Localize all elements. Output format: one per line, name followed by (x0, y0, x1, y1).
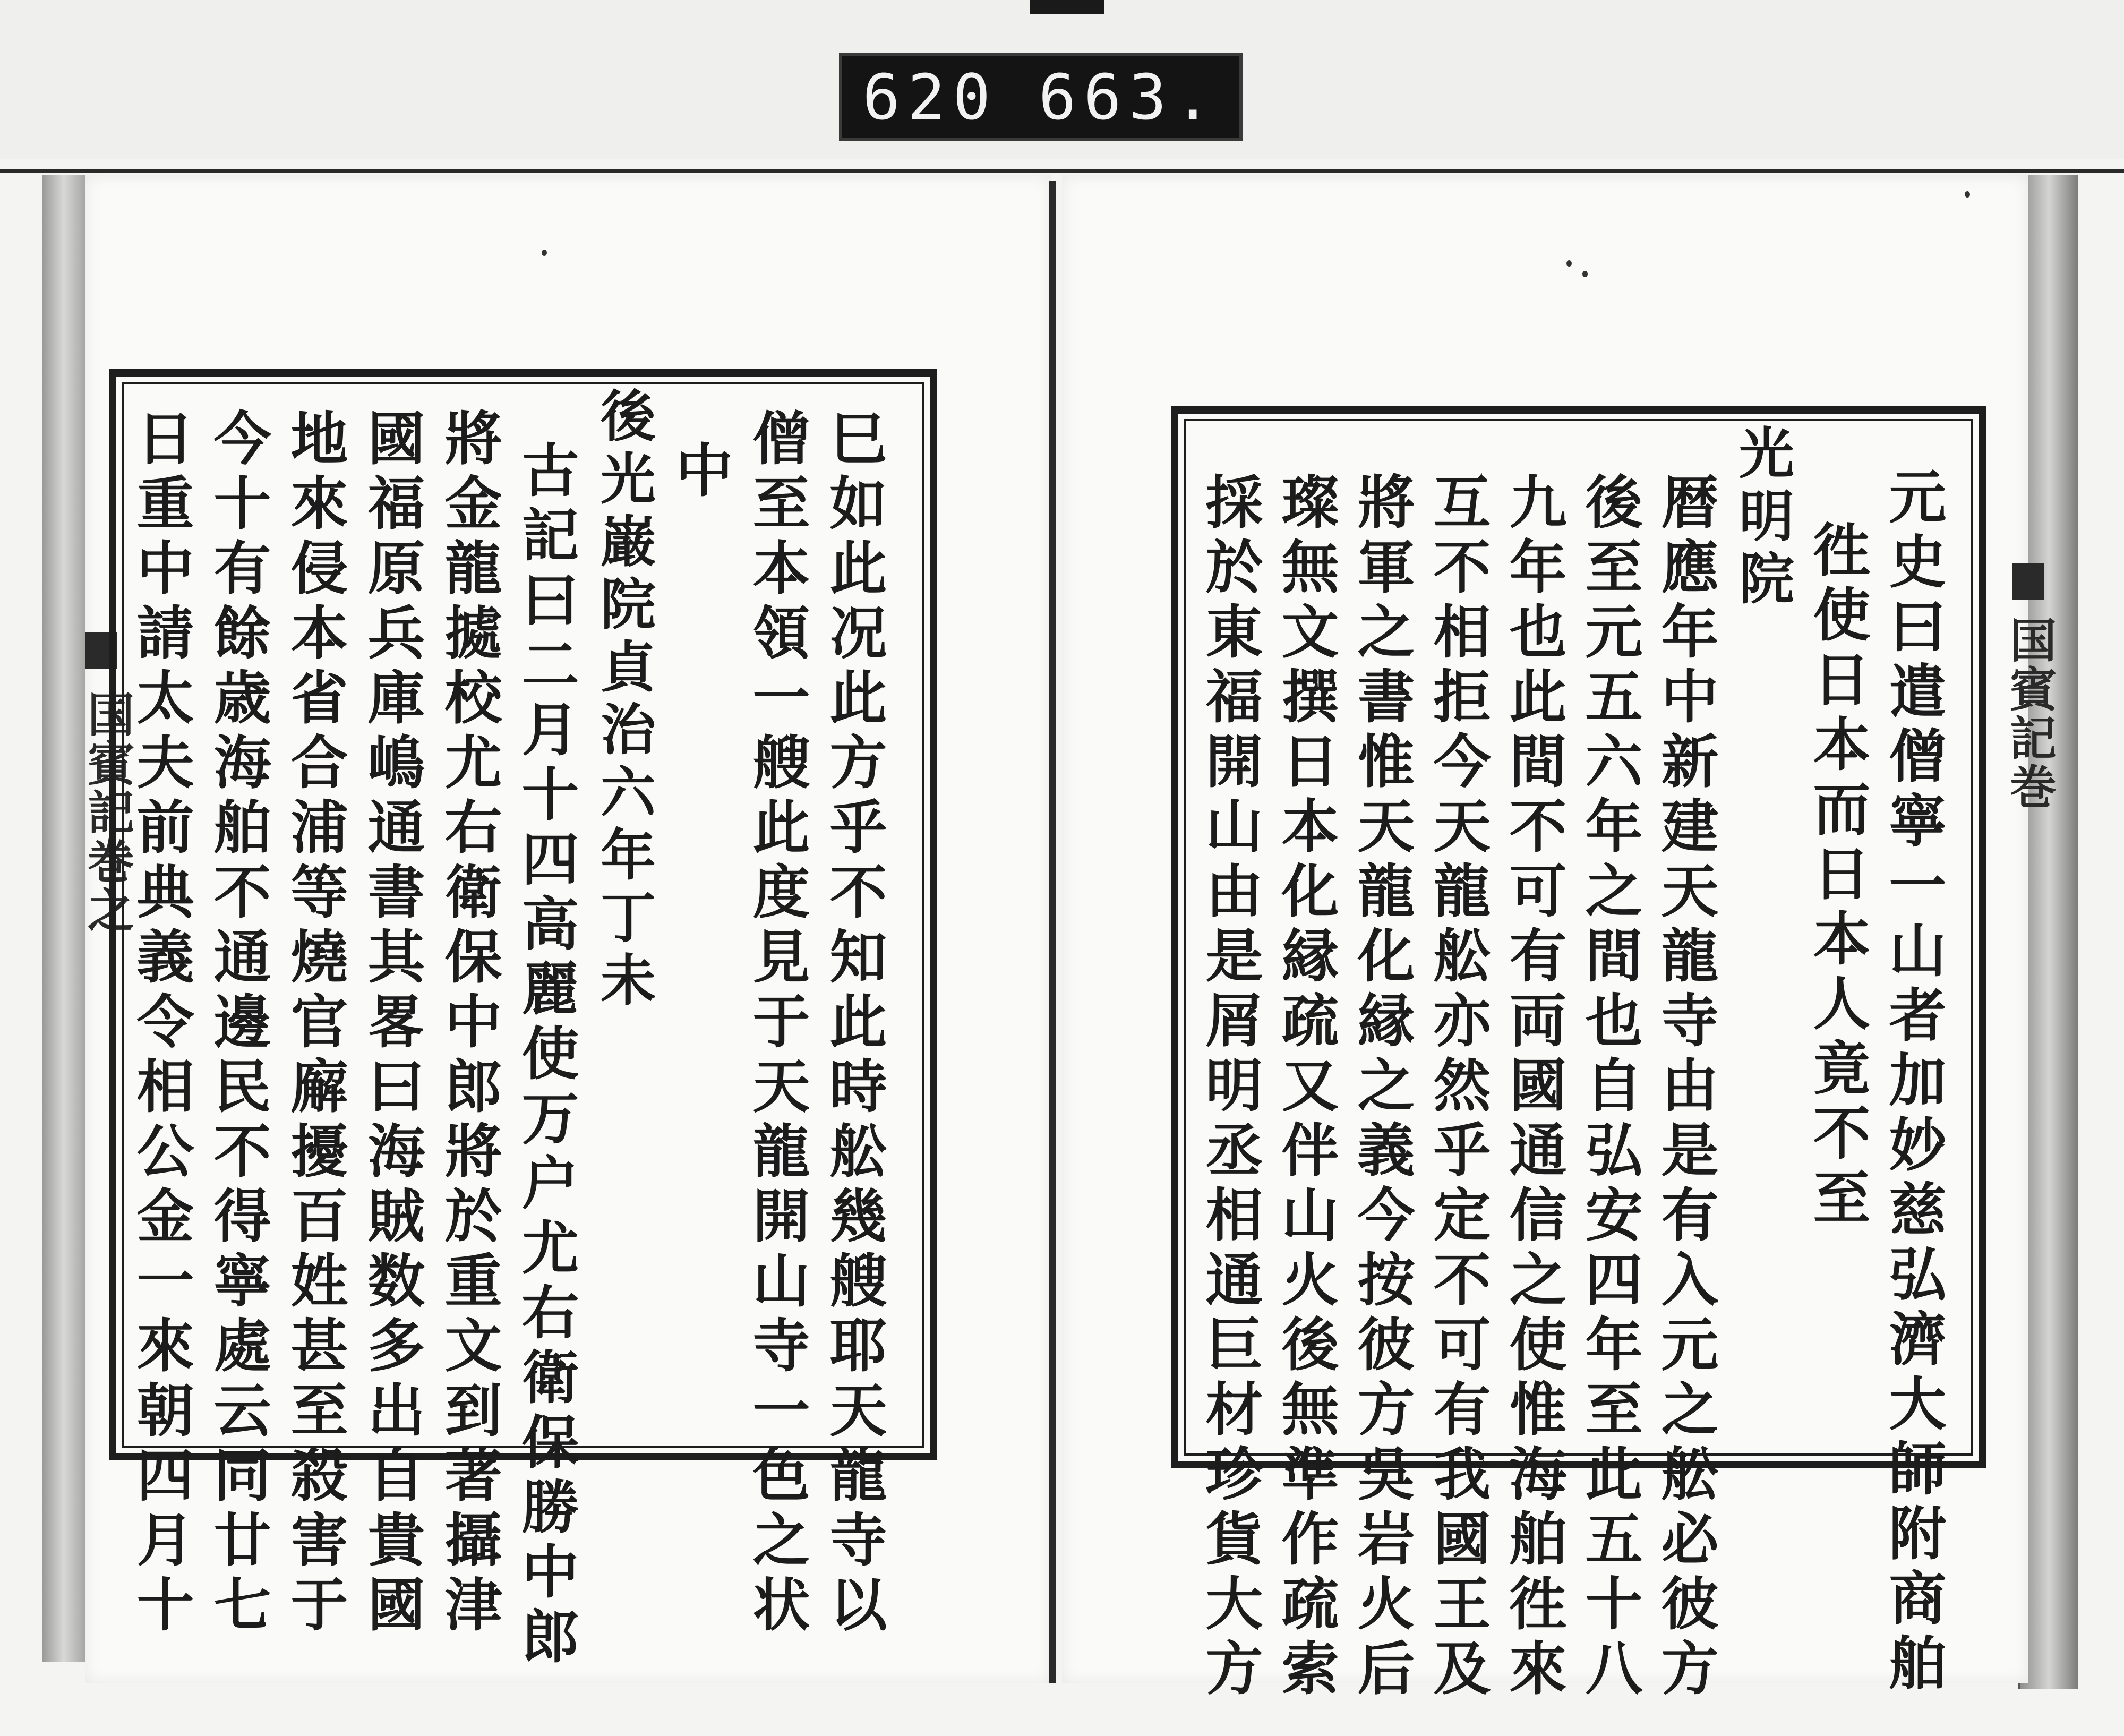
text-column: 將軍之書惟天龍化縁之義今按彼方吳岩火后 (1348, 472, 1415, 1703)
right-edge-title: 国賓記巻 (2002, 616, 2058, 811)
ink-speck (1965, 191, 1970, 198)
text-column: 將金龍㨿校尤右衛保中郎將於重文到著攝津 (435, 408, 502, 1639)
text-column: 暦應年中新建天龍寺由是有入元之舩必彼方 (1651, 472, 1718, 1703)
text-column: 後至元五六年之間也自弘安四年至此五十八 (1575, 472, 1642, 1703)
text-column: 九年也此間不可有両國通信之使惟海舶徃來 (1500, 472, 1566, 1703)
text-column: 今十有餘歳海舶不通邊民不得寧處云同廿七 (204, 408, 271, 1639)
ink-speck (1566, 260, 1572, 267)
text-column: 採於東福開山由是屑明丞相通巨材珍貨大方 (1196, 472, 1263, 1703)
reel-notch (1030, 0, 1104, 14)
reel-frame-label (839, 53, 1243, 141)
right-edge-tab (2012, 563, 2044, 600)
left-edge-title: 国賓記巻之 (80, 690, 135, 935)
text-column: 巳如此况此方乎不知此時舩幾艘耶天龍寺以 (820, 408, 887, 1639)
text-column: 徃使日本而日本人竟不至 (1803, 520, 1870, 1233)
text-column: 日重中請太夫前典義令相公金一來朝四月十 (127, 408, 194, 1639)
section-heading: 光明院 (1729, 424, 1795, 612)
text-column: 地來侵本省合浦等燒官廨擾百姓甚至殺害于 (281, 408, 348, 1639)
section-heading: 後光巌院貞治六年丁未 (591, 387, 656, 1014)
left-text-frame (109, 369, 937, 1671)
text-column: 國福原兵庫嶋通書其畧曰海賊数多出自貴國 (358, 408, 425, 1639)
right-text-frame (1171, 406, 1986, 1703)
reel-number-right: 663. (1038, 60, 1219, 134)
text-column: 璨無文撰日本化縁疏又伴山火後無準作疏索 (1272, 472, 1339, 1703)
book-gutter (1049, 181, 1056, 1683)
top-rule (0, 169, 2124, 173)
reel-number-left: 620 (862, 60, 998, 134)
text-column: 中 (666, 440, 733, 505)
ink-speck (542, 250, 547, 256)
text-column: 僧至本領一艘此度見于天龍開山寺一色之状 (743, 408, 810, 1639)
text-column: 元史曰遣僧寧一山者加妙慈弘濟大師附商舶 (1879, 467, 1946, 1698)
text-column: 古記曰二月十四高麗使万户尤右衛保勝中郎 (512, 440, 579, 1671)
text-column: 互不相拒今天龍舩亦然乎定不可有我國王及 (1424, 472, 1491, 1703)
ink-speck (1582, 271, 1588, 277)
